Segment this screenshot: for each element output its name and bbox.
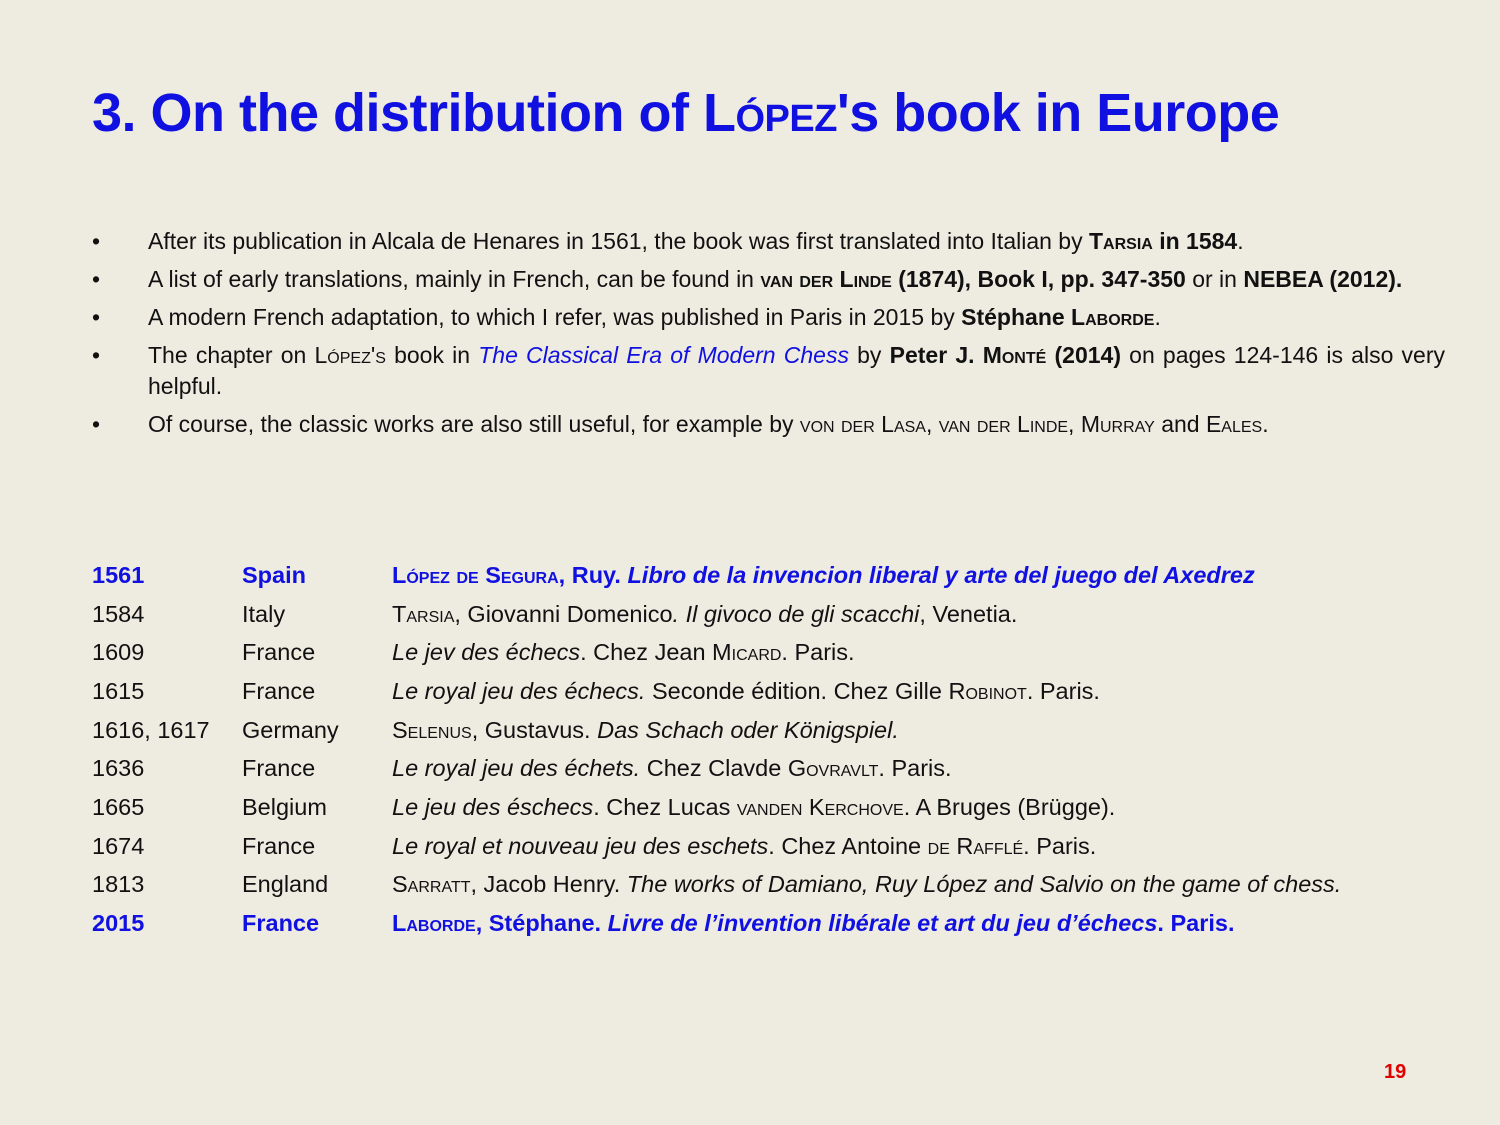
bullet-list (92, 226, 1445, 447)
table-row: 1813 England Sarratt, Jacob Henry. The works of Damiano, Ruy López and Salvio on the game of chess. (92, 871, 1342, 898)
table-row: 1665 Belgium Le jeu des éschecs. Chez Lucas vanden Kerchove. A Bruges (Brügge). (92, 793, 1116, 820)
table-row: 1616, 1617 Germany Selenus, Gustavus. Das Schach oder Königspiel. (92, 716, 899, 743)
bullet-item: • After its publication in Alcala de Henares in 1561, the book was first translated into Italian by Tarsia in 1584. (92, 226, 1445, 257)
book-title-link: The Classical Era of Modern Chess (478, 342, 849, 368)
slide-title: 3. On the distribution of López's book in Europe (92, 83, 1280, 143)
editions-table (92, 556, 1472, 943)
bullet-dot-icon: • (92, 411, 101, 437)
bullet-item: • The chapter on López's book in The Classical Era of Modern Chess by Peter J. Monté (2014) on pages 124-146 is also very helpful. (92, 342, 1445, 399)
page-number: 19 (1384, 1061, 1407, 1083)
bullet-item: • A modern French adaptation, to which I refer, was published in Paris in 2015 by Stéphane Laborde. (92, 302, 1445, 333)
bullet-item: • A list of early translations, mainly in French, can be found in van der Linde (1874), Book I, pp. 347-350 or in NEBEA (2012). (92, 264, 1445, 295)
table-row: 1584 Italy Tarsia, Giovanni Domenico. Il givoco de gli scacchi, Venetia. (92, 600, 1018, 627)
bullet-dot-icon: • (92, 342, 101, 368)
bullet-dot-icon: • (92, 228, 101, 254)
table-row: 2015 France Laborde, Stéphane. Livre de l’invention libérale et art du jeu d’échecs. Paris. (92, 910, 1235, 937)
table-row: 1561 Spain López de Segura, Ruy. Libro de la invencion liberal y arte del juego del Axedrez (92, 561, 1255, 588)
bullet-item: • Of course, the classic works are also still useful, for example by von der Lasa, van der Linde, Murray and Eales. (92, 409, 1445, 440)
bullet-dot-icon: • (92, 304, 101, 330)
bullet-dot-icon: • (92, 266, 101, 292)
table-row: 1674 France Le royal et nouveau jeu des eschets. Chez Antoine de Rafflé. Paris. (92, 832, 1097, 859)
table-row: 1609 France Le jev des échecs. Chez Jean Micard. Paris. (92, 639, 855, 666)
title-lopez-smallcaps: ópez (735, 83, 837, 143)
table-row: 1636 France Le royal jeu des échets. Chez Clavde Govravlt. Paris. (92, 755, 952, 782)
table-row: 1615 France Le royal jeu des échecs. Seconde édition. Chez Gille Robinot. Paris. (92, 677, 1100, 704)
